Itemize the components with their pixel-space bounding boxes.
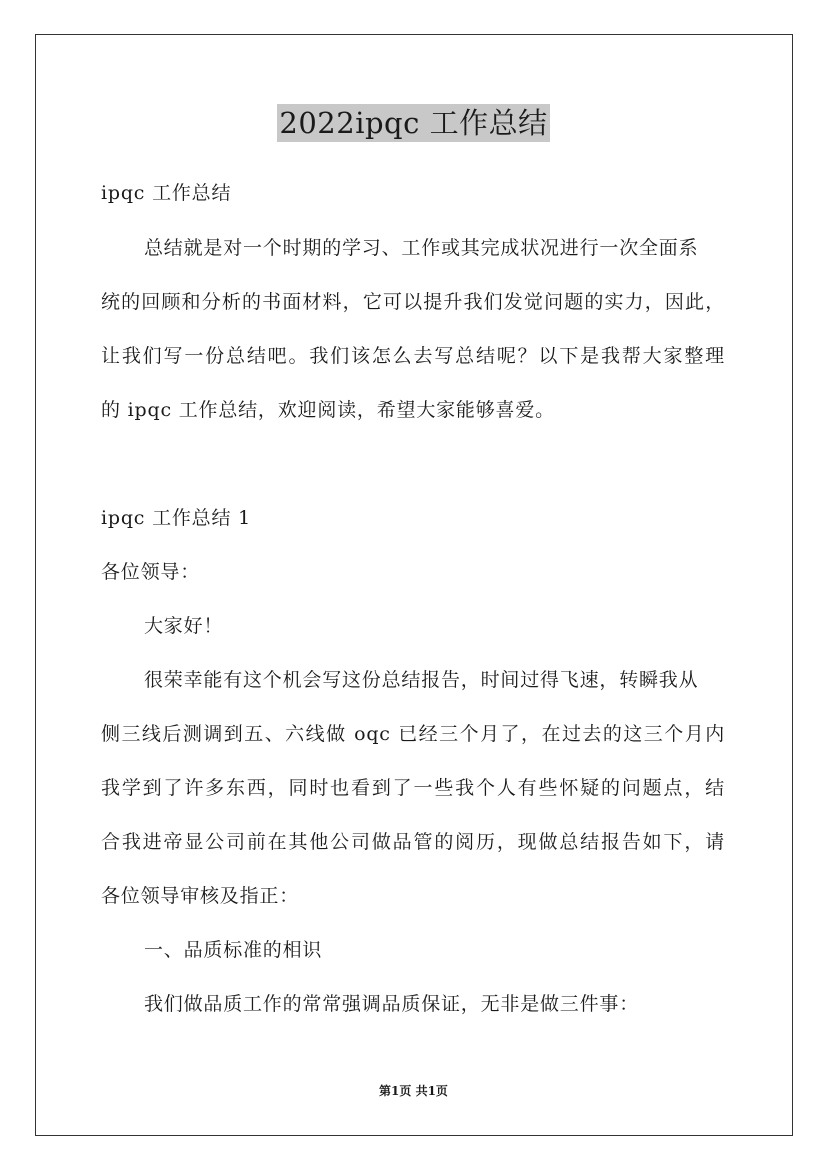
body-line-3: 我学到了许多东西，同时也看到了一些我个人有些怀疑的问题点，结	[101, 777, 725, 799]
heading: ipqc 工作总结	[101, 182, 232, 204]
last-line: 我们做品质工作的常常强调品质保证，无非是做三件事：	[144, 993, 640, 1015]
document-title: 2022ipqc 工作总结	[279, 106, 548, 140]
intro-line-1: 总结就是对一个时期的学习、工作或其完成状况进行一次全面系	[144, 237, 699, 259]
body-line-4: 合我进帝显公司前在其他公司做品管的阅历，现做总结报告如下，请	[101, 831, 725, 853]
intro-line-3: 让我们写一份总结吧。我们该怎么去写总结呢？以下是我帮大家整理	[101, 345, 725, 367]
intro-line-2: 统的回顾和分析的书面材料，它可以提升我们发觉问题的实力，因此，	[101, 291, 725, 313]
intro-line-4: 的 ipqc 工作总结，欢迎阅读，希望大家能够喜爱。	[101, 399, 555, 421]
body-line-5: 各位领导审核及指正：	[101, 885, 300, 907]
page-footer	[0, 1082, 827, 1100]
body-line-1: 很荣幸能有这个机会写这份总结报告，时间过得飞速，转瞬我从	[144, 669, 699, 691]
body-line-2: 侧三线后测调到五、六线做 oqc 已经三个月了，在过去的这三个月内	[101, 723, 725, 745]
subheading: 一、品质标准的相识	[144, 939, 323, 961]
salutation: 各位领导：	[101, 561, 201, 583]
document-title-wrap	[0, 104, 827, 142]
section-title: ipqc 工作总结 1	[101, 507, 252, 529]
greeting: 大家好！	[144, 615, 224, 637]
page-number: 第1页 共1页	[379, 1084, 448, 1098]
